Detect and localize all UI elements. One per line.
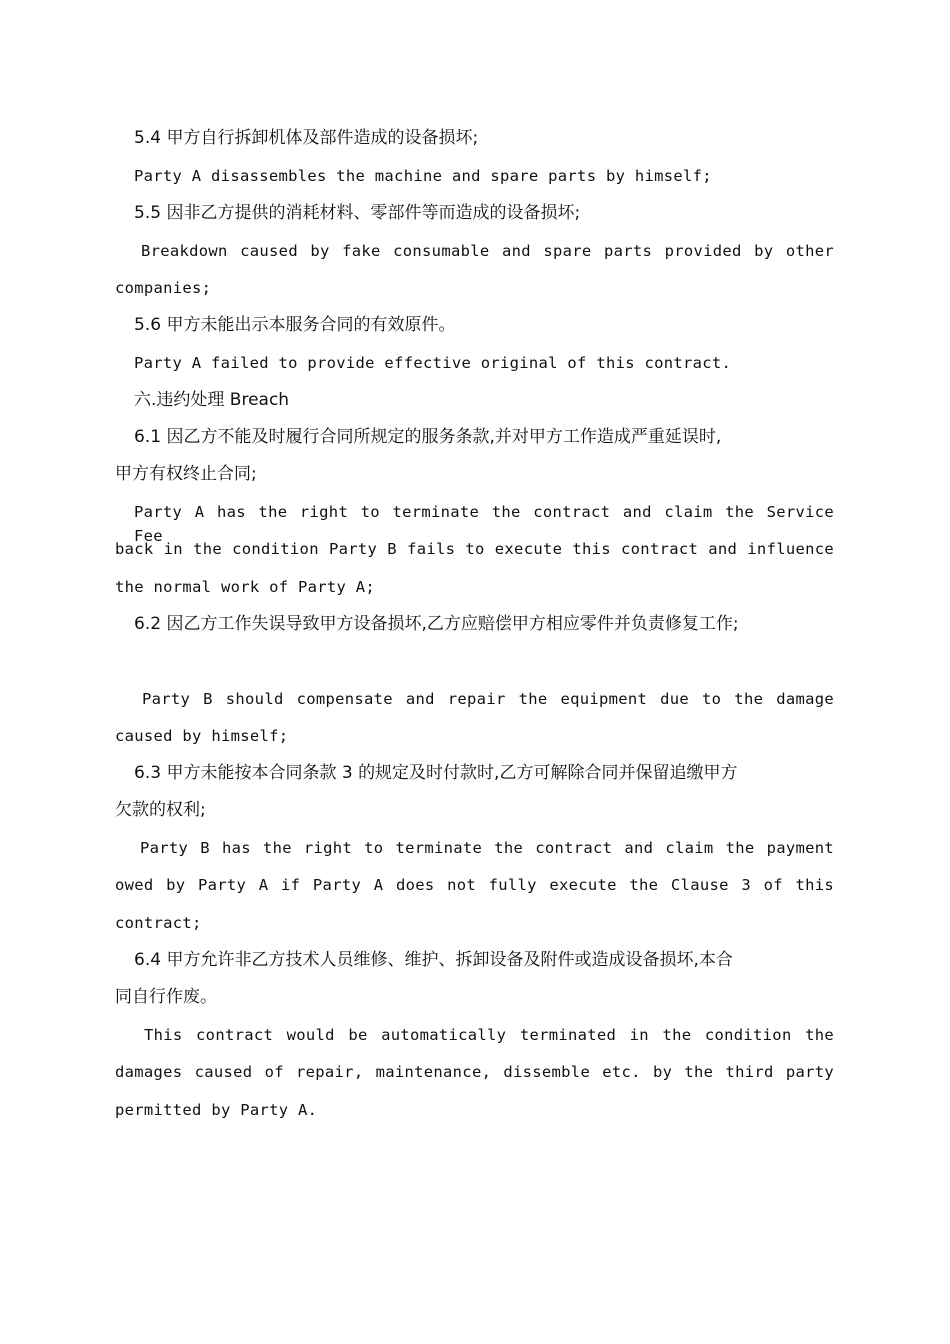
clause-6-3-cn-line1: 6.3 甲方未能按本合同条款 3 的规定及时付款时,乙方可解除合同并保留追缴甲方 bbox=[134, 763, 738, 783]
clause-6-2-en-line1: Party B should compensate and repair the equipment due to the damage bbox=[142, 690, 834, 708]
clause-6-4-en-line1: This contract would be automatically terminated in the condition the bbox=[144, 1026, 834, 1044]
clause-6-1-cn-line2: 甲方有权终止合同; bbox=[115, 464, 257, 484]
clause-6-1-cn-line1: 6.1 因乙方不能及时履行合同所规定的服务条款,并对甲方工作造成严重延误时, bbox=[134, 427, 722, 447]
clause-5-4-cn: 5.4 甲方自行拆卸机体及部件造成的设备损坏; bbox=[134, 128, 479, 148]
clause-6-3-en-line1: Party B has the right to terminate the contract and claim the payment bbox=[140, 839, 834, 857]
clause-6-4-en-line3: permitted by Party A. bbox=[115, 1101, 318, 1119]
clause-5-6-cn: 5.6 甲方未能出示本服务合同的有效原件。 bbox=[134, 315, 456, 335]
clause-6-4-cn-line1: 6.4 甲方允许非乙方技术人员维修、维护、拆卸设备及附件或造成设备损坏,本合 bbox=[134, 950, 733, 970]
clause-6-1-en-line2: back in the condition Party B fails to execute this contract and influence bbox=[115, 540, 834, 558]
clause-6-1-en-line3: the normal work of Party A; bbox=[115, 578, 376, 596]
clause-5-4-en: Party A disassembles the machine and spare parts by himself; bbox=[134, 167, 712, 185]
clause-6-1-en-line1: Party A has the right to terminate the contract and claim the Service Fee bbox=[134, 503, 834, 545]
clause-5-5-cn: 5.5 因非乙方提供的消耗材料、零部件等而造成的设备损坏; bbox=[134, 203, 581, 223]
clause-6-3-en-line2: owed by Party A if Party A does not fully execute the Clause 3 of this bbox=[115, 876, 834, 894]
clause-6-3-en-line3: contract; bbox=[115, 914, 202, 932]
clause-6-2-cn: 6.2 因乙方工作失误导致甲方设备损坏,乙方应赔偿甲方相应零件并负责修复工作; bbox=[134, 614, 739, 634]
clause-5-5-en-line2: companies; bbox=[115, 279, 212, 297]
clause-6-4-en-line2: damages caused of repair, maintenance, dissemble etc. by the third party bbox=[115, 1063, 834, 1081]
clause-5-5-en-line1: Breakdown caused by fake consumable and spare parts provided by other bbox=[141, 242, 834, 260]
clause-6-2-en-line2: caused by himself; bbox=[115, 727, 289, 745]
clause-5-6-en: Party A failed to provide effective original of this contract. bbox=[134, 354, 732, 372]
clause-6-4-cn-line2: 同自行作废。 bbox=[115, 987, 217, 1007]
clause-6-3-cn-line2: 欠款的权利; bbox=[115, 800, 206, 820]
section-6-heading: 六.违约处理 Breach bbox=[134, 390, 290, 410]
